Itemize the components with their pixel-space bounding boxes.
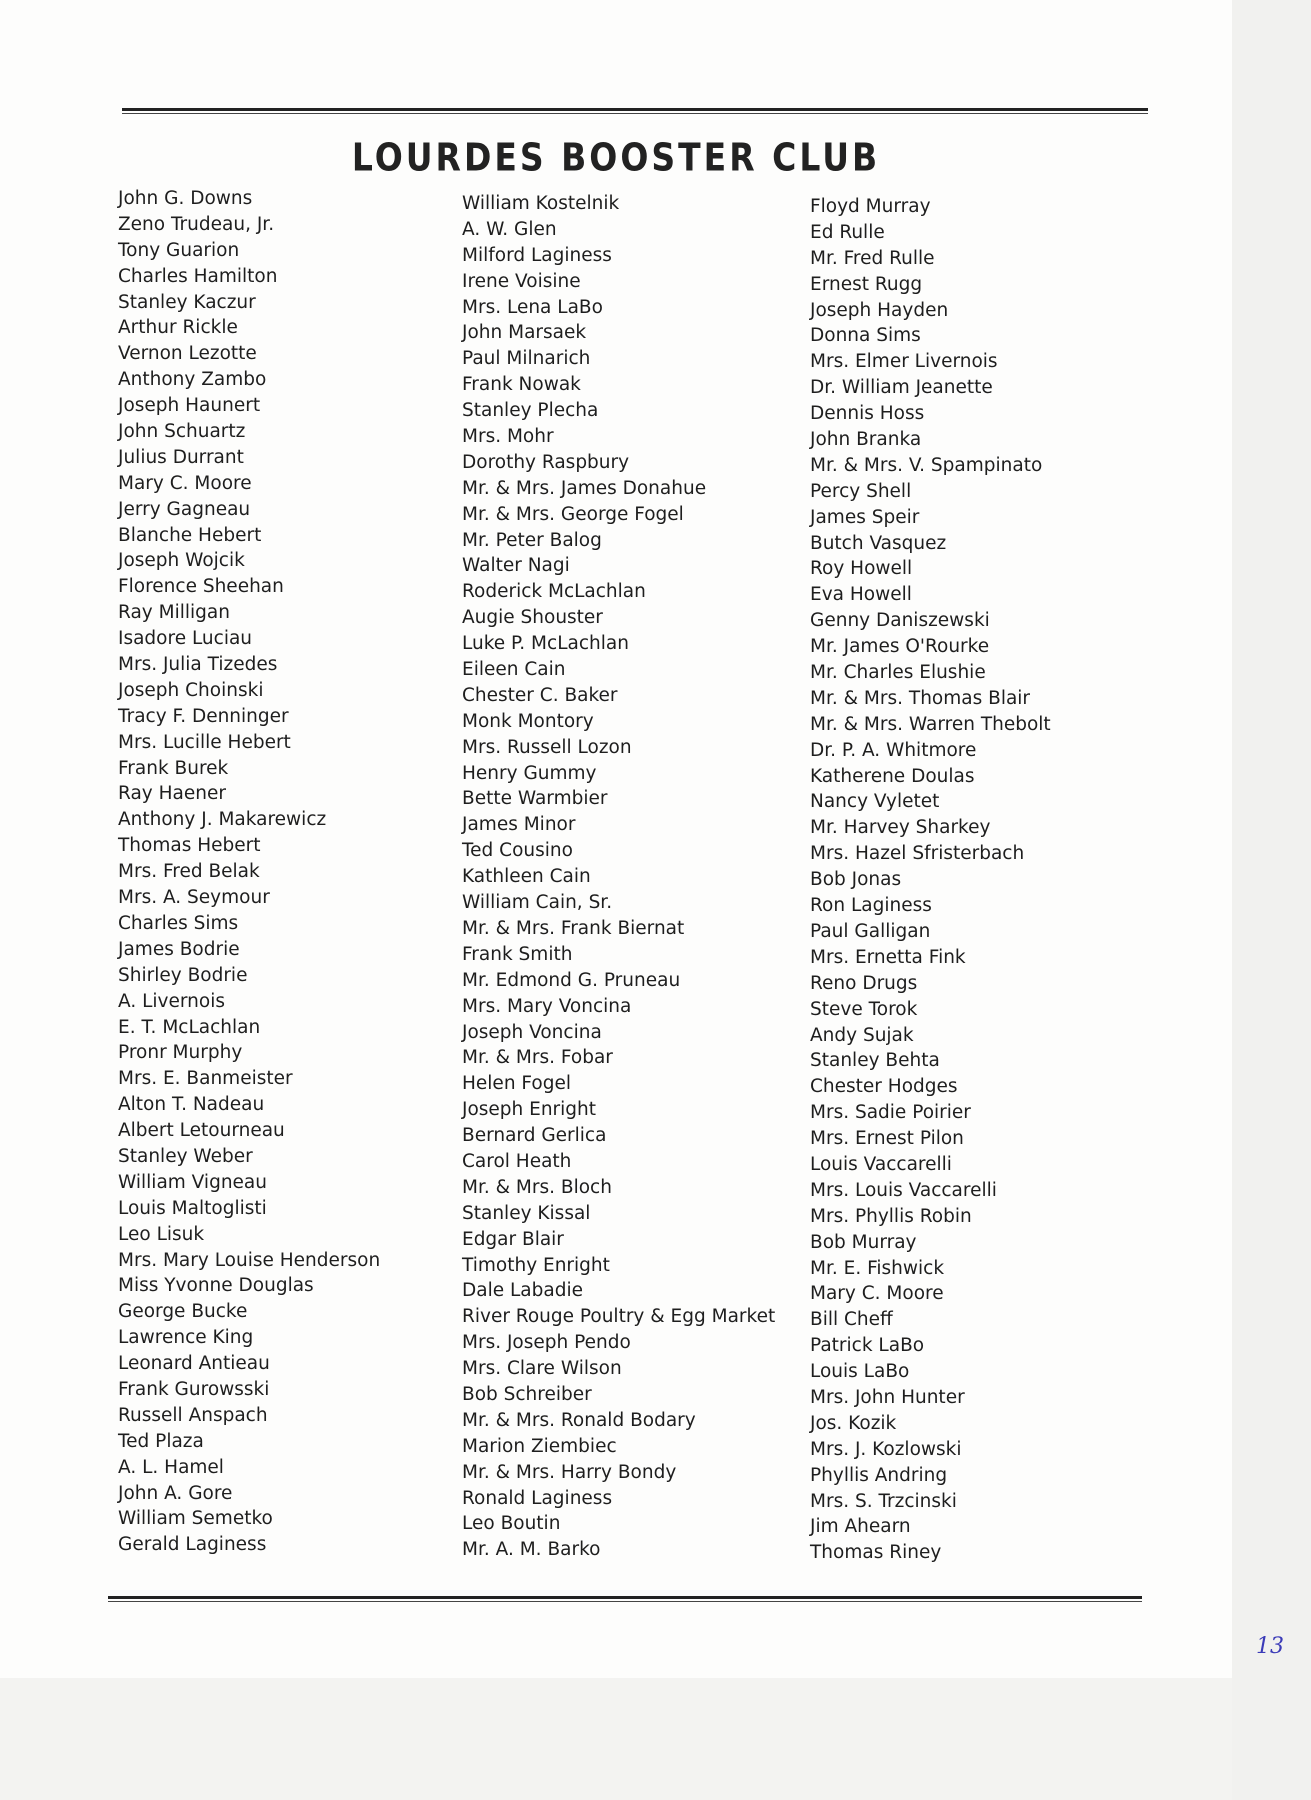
member-name: A. Livernois: [118, 990, 225, 1012]
handwritten-page-number: 13: [1256, 1634, 1284, 1659]
member-name: Alton T. Nadeau: [118, 1094, 265, 1116]
member-name: Ted Plaza: [118, 1430, 204, 1452]
member-name: Mrs. Sadie Poirier: [810, 1102, 971, 1124]
member-name: Mrs. Lena LaBo: [462, 296, 603, 318]
member-name: Isadore Luciau: [118, 628, 253, 650]
member-name: Leo Lisuk: [118, 1223, 205, 1245]
member-name: Augie Shouster: [462, 607, 603, 629]
member-name: Dr. William Jeanette: [810, 377, 993, 399]
member-name: Joseph Enright: [462, 1099, 597, 1121]
scan-margin-right: [1232, 0, 1311, 1800]
member-name: Joseph Haunert: [118, 395, 261, 417]
member-name: Julius Durrant: [118, 446, 244, 468]
member-name: Mrs. Fred Belak: [118, 861, 260, 883]
member-name: Mr. & Mrs. Frank Biernat: [462, 917, 685, 939]
member-name: Timothy Enright: [462, 1254, 610, 1276]
member-name: Stanley Kissal: [462, 1202, 591, 1224]
member-column-1: [118, 186, 380, 1558]
member-name: Milford Laginess: [462, 244, 612, 266]
member-name: Bob Murray: [810, 1231, 917, 1253]
member-name: Thomas Hebert: [118, 835, 261, 857]
member-name: Ray Milligan: [118, 602, 230, 624]
member-name: Ernest Rugg: [810, 273, 923, 295]
member-name: Frank Gurowsski: [118, 1378, 270, 1400]
top-divider-rule: [122, 108, 1148, 114]
member-name: Dennis Hoss: [810, 403, 925, 425]
member-name: Stanley Kaczur: [118, 291, 256, 313]
member-name: Mrs. E. Banmeister: [118, 1068, 293, 1090]
member-name: Phyllis Andring: [810, 1464, 948, 1486]
member-name: Louis Maltoglisti: [118, 1197, 267, 1219]
member-name: Mrs. Mary Louise Henderson: [118, 1249, 381, 1271]
member-name: Louis Vaccarelli: [810, 1153, 952, 1175]
member-name: Ronald Laginess: [462, 1487, 613, 1509]
member-name: Mr. & Mrs. Ronald Bodary: [462, 1409, 696, 1431]
member-name: John Branka: [810, 429, 922, 451]
member-name: John Marsaek: [462, 322, 587, 344]
member-name: Mrs. John Hunter: [810, 1386, 965, 1408]
member-name: Mrs. Phyllis Robin: [810, 1205, 972, 1227]
member-name: Stanley Plecha: [462, 400, 599, 422]
member-name: Monk Montory: [462, 710, 594, 732]
member-name: Jim Ahearn: [810, 1516, 911, 1538]
member-name: Luke P. McLachlan: [462, 633, 629, 655]
member-name: Dr. P. A. Whitmore: [810, 739, 977, 761]
member-name: Patrick LaBo: [810, 1335, 925, 1357]
member-name: Irene Voisine: [462, 270, 581, 292]
member-name: Katherene Doulas: [810, 765, 975, 787]
member-name: Mrs. A. Seymour: [118, 887, 270, 909]
member-name: Carol Heath: [462, 1150, 572, 1172]
member-name: Reno Drugs: [810, 972, 918, 994]
member-name: Joseph Voncina: [462, 1021, 602, 1043]
member-name: Paul Milnarich: [462, 348, 591, 370]
member-name: Blanche Hebert: [118, 524, 262, 546]
member-name: Stanley Behta: [810, 1050, 940, 1072]
member-name: Anthony Zambo: [118, 369, 267, 391]
member-column-3: [810, 194, 1051, 1566]
member-name: Nancy Vyletet: [810, 791, 940, 813]
member-name: Mr. & Mrs. James Donahue: [462, 477, 707, 499]
member-name: Frank Burek: [118, 757, 229, 779]
member-name: Bernard Gerlica: [462, 1125, 607, 1147]
member-name: Mrs. Louis Vaccarelli: [810, 1179, 997, 1201]
member-name: Walter Nagi: [462, 555, 570, 577]
member-name: Mrs. J. Kozlowski: [810, 1438, 962, 1460]
member-name: Mr. Harvey Sharkey: [810, 817, 991, 839]
member-name: Eileen Cain: [462, 659, 566, 681]
member-name: Thomas Riney: [810, 1542, 942, 1564]
member-name: Dale Labadie: [462, 1280, 583, 1302]
member-name: Kathleen Cain: [462, 866, 591, 888]
member-name: Ray Haener: [118, 783, 226, 805]
member-name: Roy Howell: [810, 558, 913, 580]
member-name: Dorothy Raspbury: [462, 451, 630, 473]
member-name: Miss Yvonne Douglas: [118, 1275, 314, 1297]
member-name: Louis LaBo: [810, 1361, 910, 1383]
member-name: Tracy F. Denninger: [118, 705, 289, 727]
member-name: Chester Hodges: [810, 1076, 958, 1098]
member-name: Russell Anspach: [118, 1404, 268, 1426]
member-name: Chester C. Baker: [462, 684, 618, 706]
member-name: Charles Sims: [118, 912, 239, 934]
member-name: John G. Downs: [118, 188, 253, 209]
member-name: Ron Laginess: [810, 895, 932, 917]
member-name: Joseph Choinski: [118, 679, 264, 701]
member-name: Paul Galligan: [810, 920, 931, 942]
member-name: Mr. & Mrs. Thomas Blair: [810, 687, 1031, 709]
member-name: Gerald Laginess: [118, 1534, 267, 1556]
bottom-divider-rule: [108, 1596, 1142, 1602]
member-name: Mrs. Lucille Hebert: [118, 731, 291, 753]
member-name: River Rouge Poultry & Egg Market: [462, 1306, 776, 1328]
member-name: Eva Howell: [810, 584, 912, 606]
member-name: Mrs. Ernest Pilon: [810, 1128, 964, 1150]
member-name: Mr. A. M. Barko: [462, 1539, 601, 1561]
page-title: LOURDES BOOSTER CLUB: [351, 135, 881, 180]
member-name: Mr. Peter Balog: [462, 529, 602, 551]
member-name: Mrs. Mary Voncina: [462, 995, 632, 1017]
member-name: Ted Cousino: [462, 840, 573, 862]
member-name: James Bodrie: [118, 938, 240, 960]
member-name: Mr. & Mrs. Fobar: [462, 1047, 613, 1069]
member-name: Mr. & Mrs. George Fogel: [462, 503, 684, 525]
member-name: Arthur Rickle: [118, 317, 238, 339]
member-name: Pronr Murphy: [118, 1042, 243, 1064]
member-name: Mr. James O'Rourke: [810, 636, 990, 658]
member-name: Mrs. Mohr: [462, 426, 554, 448]
member-name: Bob Jonas: [810, 869, 902, 891]
member-name: Shirley Bodrie: [118, 964, 248, 986]
member-name: Frank Smith: [462, 943, 573, 965]
member-column-2: [462, 191, 775, 1563]
member-name: Mr. Fred Rulle: [810, 247, 935, 269]
member-name: Lawrence King: [118, 1327, 254, 1349]
member-name: Percy Shell: [810, 480, 912, 502]
scan-margin-bottom: [0, 1678, 1232, 1800]
member-name: Mr. Edmond G. Pruneau: [462, 969, 681, 991]
member-name: Albert Letourneau: [118, 1120, 285, 1142]
member-name: Mrs. Clare Wilson: [462, 1358, 622, 1380]
member-name: William Semetko: [118, 1508, 273, 1530]
member-name: Andy Sujak: [810, 1024, 914, 1046]
member-name: Vernon Lezotte: [118, 343, 257, 365]
member-name: Mr. Charles Elushie: [810, 662, 986, 684]
member-name: Mrs. Joseph Pendo: [462, 1332, 631, 1354]
member-name: James Minor: [462, 814, 576, 836]
member-name: Bette Warmbier: [462, 788, 608, 810]
member-name: Stanley Weber: [118, 1145, 253, 1167]
member-name: Tony Guarion: [118, 239, 240, 261]
member-name: Edgar Blair: [462, 1228, 564, 1250]
member-name: Roderick McLachlan: [462, 581, 646, 603]
member-name: Joseph Wojcik: [118, 550, 245, 572]
member-name: William Cain, Sr.: [462, 892, 613, 914]
member-name: George Bucke: [118, 1301, 248, 1323]
member-name: Mrs. Elmer Livernois: [810, 351, 998, 373]
member-name: Ed Rulle: [810, 221, 885, 243]
member-name: John Schuartz: [118, 421, 246, 443]
member-name: Mrs. S. Trzcinski: [810, 1490, 957, 1512]
member-name: Mr. & Mrs. Bloch: [462, 1176, 612, 1198]
member-name: Genny Daniszewski: [810, 610, 990, 632]
member-name: Mr. E. Fishwick: [810, 1257, 945, 1279]
member-name: Charles Hamilton: [118, 265, 278, 287]
member-name: Mrs. Julia Tizedes: [118, 654, 278, 676]
member-name: Anthony J. Makarewicz: [118, 809, 327, 831]
member-name: Mary C. Moore: [118, 472, 252, 494]
member-name: Zeno Trudeau, Jr.: [118, 213, 275, 235]
member-name: Mr. & Mrs. V. Spampinato: [810, 454, 1043, 476]
member-name: Mrs. Hazel Sfristerbach: [810, 843, 1025, 865]
member-name: Marion Ziembiec: [462, 1435, 617, 1457]
member-name: Bob Schreiber: [462, 1383, 592, 1405]
member-name: Butch Vasquez: [810, 532, 947, 554]
member-name: Florence Sheehan: [118, 576, 284, 598]
member-name: E. T. McLachlan: [118, 1016, 261, 1038]
member-name: Frank Nowak: [462, 374, 581, 396]
member-name: Jos. Kozik: [810, 1412, 897, 1434]
member-name: Donna Sims: [810, 325, 921, 347]
member-name: James Speir: [810, 506, 920, 528]
member-name: Floyd Murray: [810, 196, 931, 217]
member-name: Joseph Hayden: [810, 299, 949, 321]
member-name: Leonard Antieau: [118, 1353, 270, 1375]
member-name: William Vigneau: [118, 1171, 267, 1193]
member-name: Henry Gummy: [462, 762, 597, 784]
member-name: Bill Cheff: [810, 1309, 893, 1331]
member-name: Mr. & Mrs. Warren Thebolt: [810, 713, 1051, 735]
member-name: Steve Torok: [810, 998, 918, 1020]
member-name: A. L. Hamel: [118, 1456, 224, 1478]
member-name: Mrs. Russell Lozon: [462, 736, 632, 758]
member-name: John A. Gore: [118, 1482, 233, 1504]
member-name: Helen Fogel: [462, 1073, 571, 1095]
member-name: Leo Boutin: [462, 1513, 561, 1535]
member-name: Mrs. Ernetta Fink: [810, 946, 966, 968]
member-name: Mr. & Mrs. Harry Bondy: [462, 1461, 677, 1483]
member-name: William Kostelnik: [462, 193, 620, 214]
member-name: Jerry Gagneau: [118, 498, 251, 520]
member-name: Mary C. Moore: [810, 1283, 944, 1305]
member-name: A. W. Glen: [462, 218, 557, 240]
